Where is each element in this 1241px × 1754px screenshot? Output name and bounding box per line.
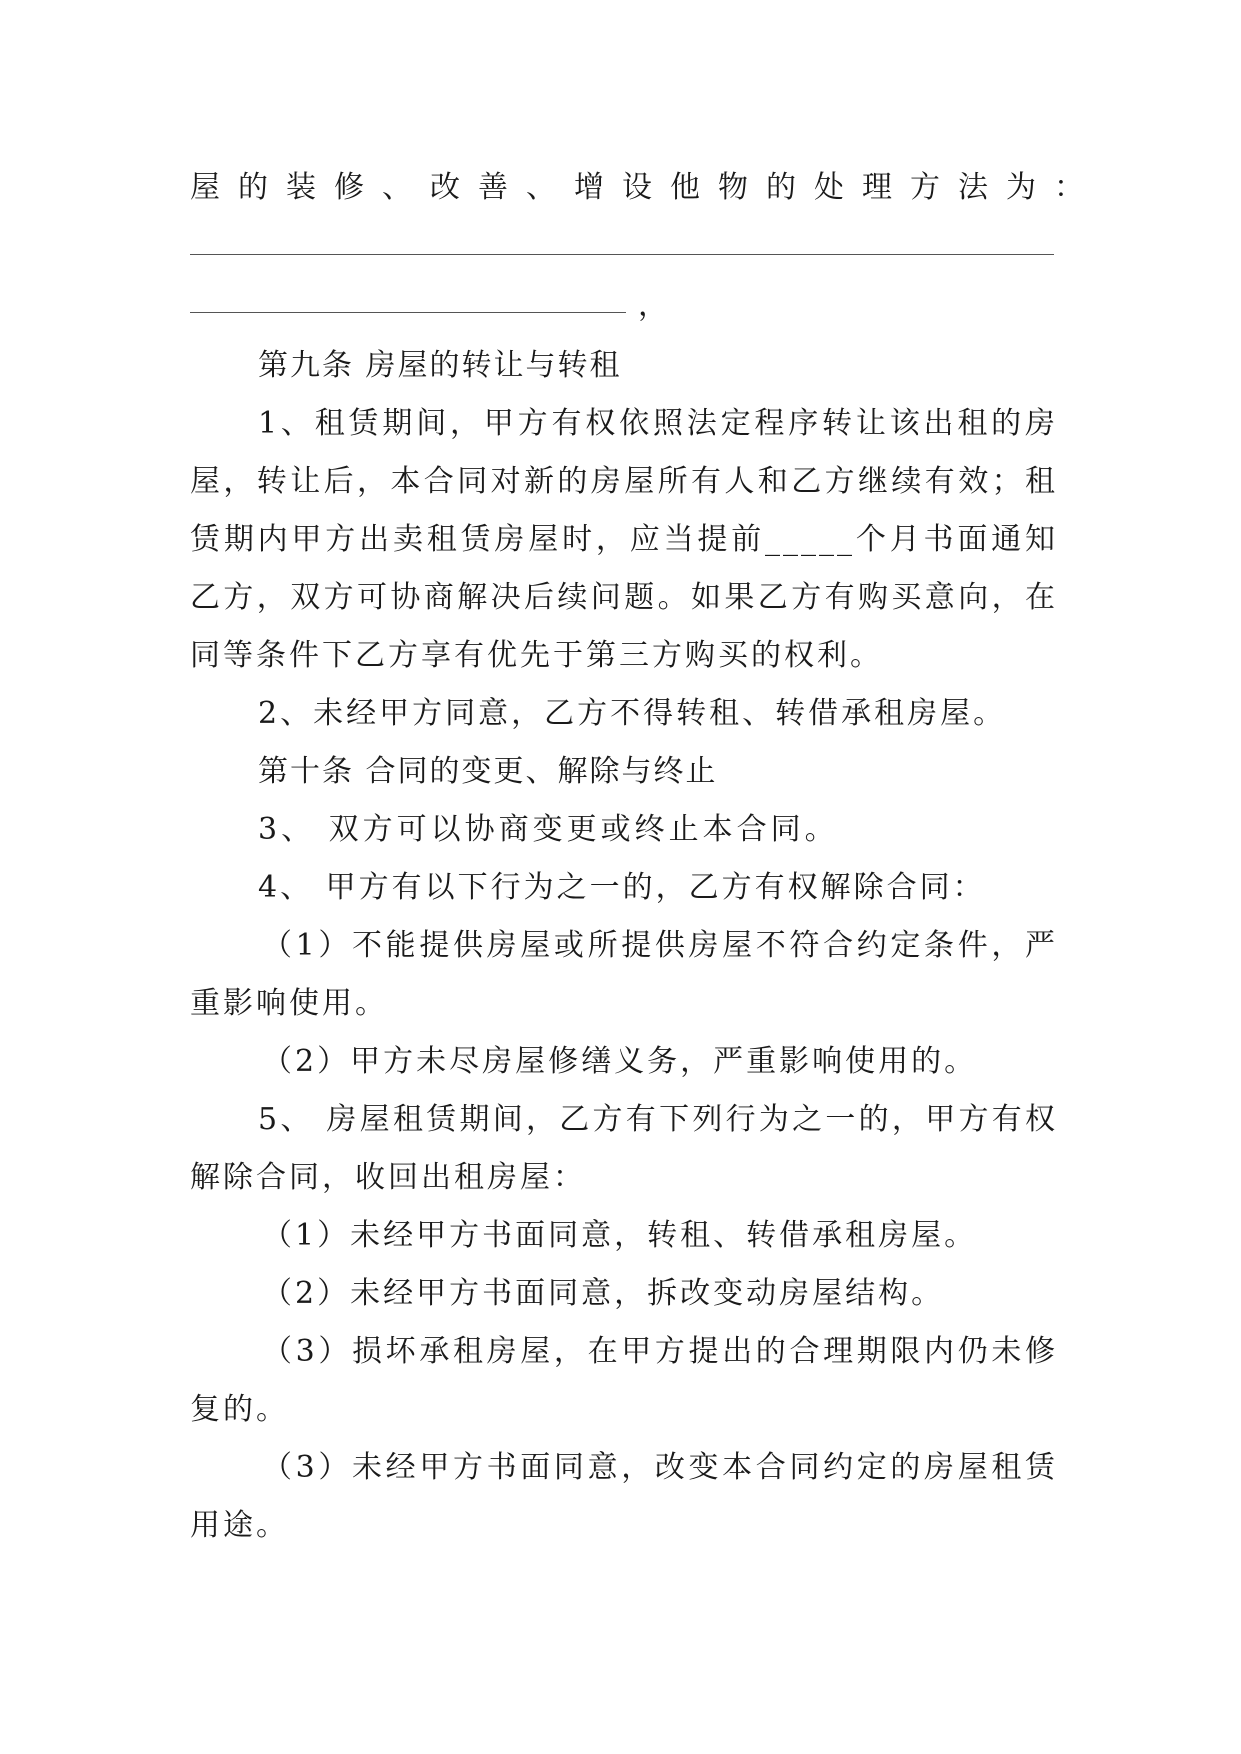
- text-line: 解除合同，收回出租房屋：: [190, 1160, 586, 1195]
- text-line: （3）损坏承租房屋，在甲方提出的合理期限内仍未修: [262, 1334, 1058, 1369]
- text-line: 2、未经甲方同意，乙方不得转租、转借承租房屋。: [258, 696, 1007, 731]
- text-line: 4、 甲方有以下行为之一的，乙方有权解除合同：: [258, 870, 986, 905]
- text-line: （1）不能提供房屋或所提供房屋不符合约定条件，严: [262, 928, 1058, 963]
- section-heading: 第十条 合同的变更、解除与终止: [258, 754, 718, 789]
- fill-in-blank-line: [190, 254, 1054, 255]
- text-comma: ，: [638, 288, 668, 323]
- text-line: 复的。: [190, 1392, 289, 1427]
- text-line: 重影响使用。: [190, 986, 388, 1021]
- section-heading: 第九条 房屋的转让与转租: [258, 348, 622, 383]
- text-line: 5、 房屋租赁期间，乙方有下列行为之一的，甲方有权: [258, 1102, 1058, 1137]
- text-line: 屋的装修、改善、增设他物的处理方法为：: [190, 170, 1102, 205]
- text-line: 1、租赁期间，甲方有权依照法定程序转让该出租的房: [258, 406, 1058, 441]
- text-line: （2）未经甲方书面同意，拆改变动房屋结构。: [262, 1276, 945, 1311]
- text-line: 同等条件下乙方享有优先于第三方购买的权利。: [190, 638, 883, 673]
- text-line: 屋，转让后，本合同对新的房屋所有人和乙方继续有效；租: [190, 464, 1058, 499]
- text-line: 用途。: [190, 1508, 289, 1543]
- text-line: （1）未经甲方书面同意，转租、转借承租房屋。: [262, 1218, 978, 1253]
- text-line: （2）甲方未尽房屋修缮义务，严重影响使用的。: [262, 1044, 978, 1079]
- text-line: （3）未经甲方书面同意，改变本合同约定的房屋租赁: [262, 1450, 1058, 1485]
- text-line: 赁期内甲方出卖租赁房屋时，应当提前_____个月书面通知: [190, 522, 1058, 557]
- text-line: 3、 双方可以协商变更或终止本合同。: [258, 812, 839, 847]
- fill-in-blank-line: [190, 312, 626, 313]
- text-line: 乙方，双方可协商解决后续问题。如果乙方有购买意向，在: [190, 580, 1058, 615]
